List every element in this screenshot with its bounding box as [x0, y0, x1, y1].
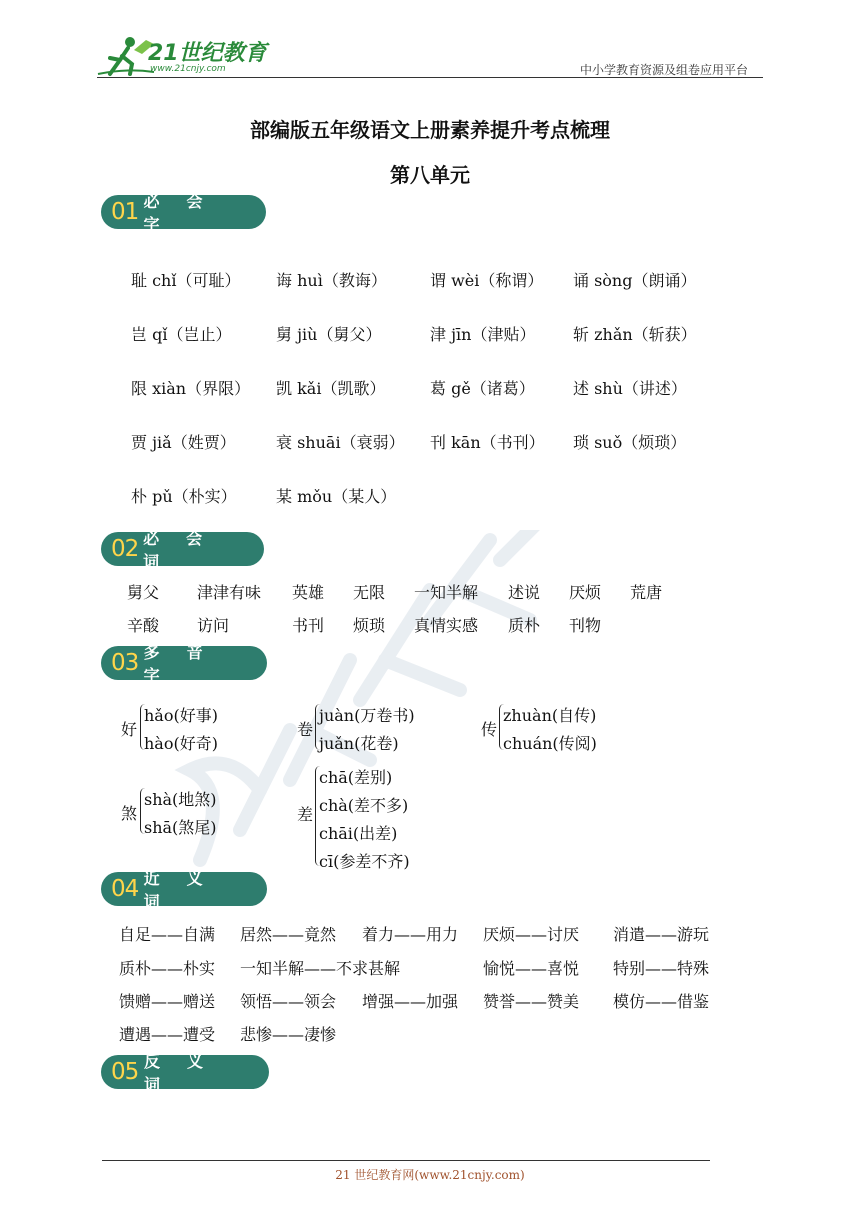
- section-label: 反义词: [144, 1052, 231, 1094]
- section-number: 03: [111, 650, 139, 676]
- section-badge-03: [101, 643, 267, 685]
- word-item: 厌烦: [569, 583, 602, 602]
- synonym-pair: 赞誉——赞美: [483, 992, 580, 1011]
- synonym-pair: 消遣——游玩: [613, 925, 710, 944]
- polyphone-char: 传: [481, 720, 498, 739]
- word-item: 述说: [508, 583, 541, 602]
- char-item: 贾 jiǎ（姓贾）: [131, 433, 236, 452]
- char-item: 舅 jiù（舅父）: [276, 325, 382, 344]
- word-item: 辛酸: [127, 616, 160, 635]
- polyphone-reading: juàn(万卷书): [319, 706, 415, 725]
- logo-runner-icon: [96, 34, 156, 78]
- polyphone-reading: zhuàn(自传): [503, 706, 597, 725]
- section-number: 04: [111, 876, 139, 902]
- word-item: 刊物: [569, 616, 602, 635]
- polyphone-reading: chuán(传阅): [503, 734, 597, 753]
- polyphone-reading: chā(差别): [319, 768, 393, 787]
- polyphone-reading: hǎo(好事): [144, 706, 218, 725]
- synonym-pair: 居然——竟然: [240, 925, 337, 944]
- polyphone-char: 好: [121, 720, 138, 739]
- synonym-pair: 愉悦——喜悦: [483, 959, 580, 978]
- char-item: 限 xiàn（界限）: [131, 379, 251, 398]
- char-item: 述 shù（讲述）: [573, 379, 687, 398]
- word-item: 真情实感: [414, 616, 479, 635]
- synonym-pair: 悲惨——凄惨: [240, 1025, 337, 1044]
- section-label: 多音字: [143, 643, 230, 685]
- synonym-pair: 自足——自满: [119, 925, 216, 944]
- word-item: 舅父: [127, 583, 160, 602]
- synonym-pair: 增强——加强: [362, 992, 459, 1011]
- word-item: 一知半解: [414, 583, 479, 602]
- synonym-pair: 质朴——朴实: [119, 959, 216, 978]
- char-item: 葛 gě（诸葛）: [430, 379, 535, 398]
- char-item: 岂 qǐ（岂止）: [131, 325, 232, 344]
- polyphone-reading: chāi(出差): [319, 824, 398, 843]
- synonym-pair: 领悟——领会: [240, 992, 337, 1011]
- polyphone-reading: shà(地煞): [144, 790, 217, 809]
- polyphone-reading: chà(差不多): [319, 796, 409, 815]
- char-item: 斩 zhǎn（斩获）: [573, 325, 697, 344]
- char-item: 谓 wèi（称谓）: [430, 271, 544, 290]
- polyphone-char: 卷: [297, 720, 314, 739]
- section-label: 必会词: [143, 529, 230, 571]
- word-item: 书刊: [292, 616, 325, 635]
- page-title: 部编版五年级语文上册素养提升考点梳理: [250, 118, 610, 142]
- synonym-pair: 厌烦——讨厌: [483, 925, 580, 944]
- section-badge-01: [101, 192, 266, 234]
- polyphone-char: 煞: [121, 804, 138, 823]
- polyphone-reading: shā(煞尾): [144, 818, 217, 837]
- section-label: 近义词: [143, 869, 230, 911]
- word-item: 荒唐: [630, 583, 663, 602]
- logo-url: www.21cnjy.com: [150, 64, 226, 74]
- word-item: 英雄: [292, 583, 325, 602]
- word-item: 访问: [197, 616, 230, 635]
- polyphone-char: 差: [297, 805, 314, 824]
- section-badge-02: [101, 529, 264, 571]
- section-badge-04: [101, 869, 267, 911]
- word-item: 质朴: [508, 616, 541, 635]
- platform-label: 中小学教育资源及组卷应用平台: [580, 63, 749, 77]
- polyphone-reading: juǎn(花卷): [319, 734, 399, 753]
- char-item: 衰 shuāi（衰弱）: [276, 433, 405, 452]
- section-badge-05: [101, 1052, 269, 1094]
- char-item: 诵 sòng（朗诵）: [573, 271, 697, 290]
- section-label: 必会字: [143, 192, 230, 234]
- synonym-pair: 着力——用力: [362, 925, 459, 944]
- synonym-pair: 模仿——借鉴: [613, 992, 710, 1011]
- word-item: 无限: [353, 583, 386, 602]
- char-item: 刊 kān（书刊）: [430, 433, 545, 452]
- synonym-pair: 一知半解——不求甚解: [240, 959, 401, 978]
- word-item: 烦琐: [353, 616, 386, 635]
- word-item: 津津有味: [197, 583, 262, 602]
- footer-text: 21 世纪教育网(www.21cnjy.com): [335, 1168, 525, 1182]
- header-divider: [97, 77, 763, 78]
- char-item: 朴 pǔ（朴实）: [131, 487, 237, 506]
- char-item: 津 jīn（津贴）: [430, 325, 536, 344]
- logo-text: 21世纪教育: [148, 41, 267, 66]
- char-item: 诲 huì（教诲）: [276, 271, 387, 290]
- synonym-pair: 遭遇——遭受: [119, 1025, 216, 1044]
- footer-divider: [102, 1160, 710, 1161]
- synonym-pair: 馈赠——赠送: [119, 992, 216, 1011]
- section-number: 01: [111, 199, 139, 225]
- char-item: 某 mǒu（某人）: [276, 487, 397, 506]
- char-item: 凯 kǎi（凯歌）: [276, 379, 386, 398]
- page-subtitle: 第八单元: [390, 163, 470, 187]
- char-item: 耻 chǐ（可耻）: [131, 271, 241, 290]
- section-number: 05: [111, 1059, 139, 1085]
- polyphone-reading: cī(参差不齐): [319, 852, 410, 871]
- polyphone-reading: hào(好奇): [144, 734, 218, 753]
- section-number: 02: [111, 536, 139, 562]
- char-item: 琐 suǒ（烦琐）: [573, 433, 687, 452]
- synonym-pair: 特别——特殊: [613, 959, 710, 978]
